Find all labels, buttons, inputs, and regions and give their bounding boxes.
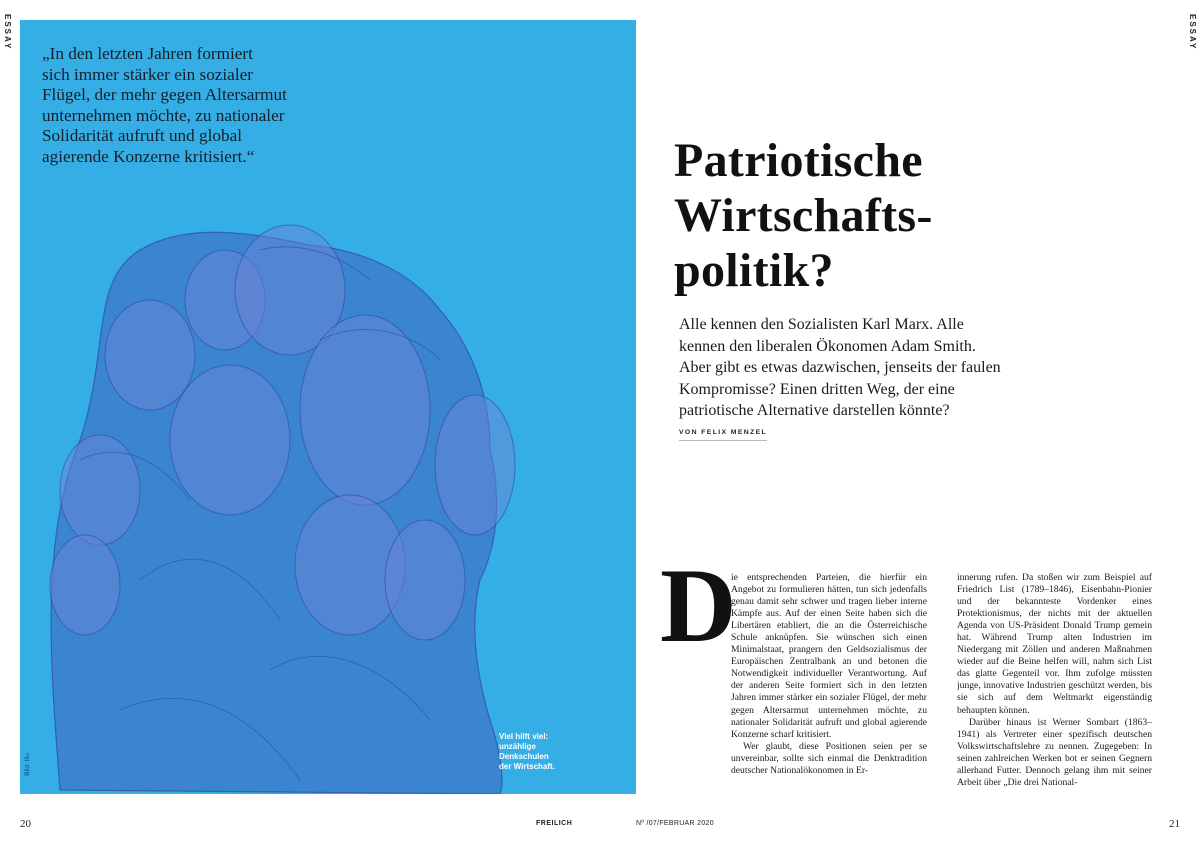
article-lead: Alle kennen den Sozialisten Karl Marx. Alle kennen den liberalen Ökonomen Adam Smith. Aber gibt es etwas dazwischen, jenseits der faulen Kompromisse? Einen dritten Weg, der eine patriotische Alternative darstellen könnte? [679,316,1001,419]
paragraph: ie entsprechenden Parteien, die hierfür ein Angebot zu formulieren hätten, tun sich jedenfalls genau damit sehr schwer und tragen lieber interne Kämpfe aus. Auf der einen Seite haben sich die Libertären etabliert, die an die Österreichische Schule anknüpfen. Sie wünschen sich einen Minimalstaat, prangern den Geldsozialismus der Europäischen Zentralbank an und betonen die Notwendigkeit individueller Verantwortung. Auf der anderen Seite formiert sich in den letzten Jahren immer stärker ein sozialer Flügel, der mehr gegen Altersarmut unternehmen möchte, zu nationaler Solidarität aufruft und global agierende Konzerne scharf kritisiert. [731,572,927,740]
image-caption: Viel hilft viel: unzählige Denkschulen der Wirtschaft. [499,732,555,771]
issue-info: Nº /07/FEBRUAR 2020 [636,820,714,827]
pull-quote: „In den letzten Jahren formiert sich immer stärker ein sozialer Flügel, der mehr gegen Altersarmut unternehmen möchte, zu nationaler Solidarität aufruft und global agierende Konzerne kritisiert.“ [42,44,287,166]
face-5 [300,315,430,505]
face-6 [435,395,515,535]
body-column-2 [957,572,1152,797]
image-credit: Bild: Illu [24,753,31,776]
drop-cap: D [660,547,737,664]
author-byline: VON FELIX MENZEL [679,429,767,441]
article-headline: Patriotische Wirtschafts- politik? [674,134,933,297]
page-number-left: 20 [20,818,31,830]
face-1 [105,300,195,410]
section-tag-right: ESSAY [1188,14,1197,51]
body-column-1 [731,572,927,797]
face-8 [50,535,120,635]
face-7 [60,435,140,545]
face-4 [170,365,290,515]
paragraph: Wer glaubt, diese Positionen seien per se unvereinbar, sollte sich einmal die Denktradition deutscher Nationalökonomen in Er- [731,740,927,776]
magazine-name: FREILICH [536,820,573,827]
face-10 [385,520,465,640]
cover-illustration [20,20,636,794]
page-number-right: 21 [1169,818,1180,830]
paragraph: Darüber hinaus ist Werner Sombart (1863–1941) als Vertreter einer spezifisch deutschen Volkswirtschaftslehre zu nennen. Zugegeben: In seinen zahlreichen Werken bot er seinen Gegnern allerhand Futter. Dennoch gelang ihm mit seiner Arbeit über „Die drei National- [957,716,1152,788]
paragraph: innerung rufen. Da stoßen wir zum Beispiel auf Friedrich List (1789–1846), Eisenbahn-Pionier und der bekannteste Vordenker eines Protektionismus, der nichts mit der aktuellen Agenda von US-Präsident Donald Trump gemein hat. Während Trump alten Industrien im Niedergang mit Zöllen und anderen Maßnahmen wieder auf die Beine helfen will, nahm sich List das glatte Gegenteil vor. Ihm zufolge müssten junge, innovative Industrien geschützt werden, bis sie sich auf dem Weltmarkt eigenständig behaupten können. [957,572,1152,716]
section-tag-left: ESSAY [3,14,12,51]
